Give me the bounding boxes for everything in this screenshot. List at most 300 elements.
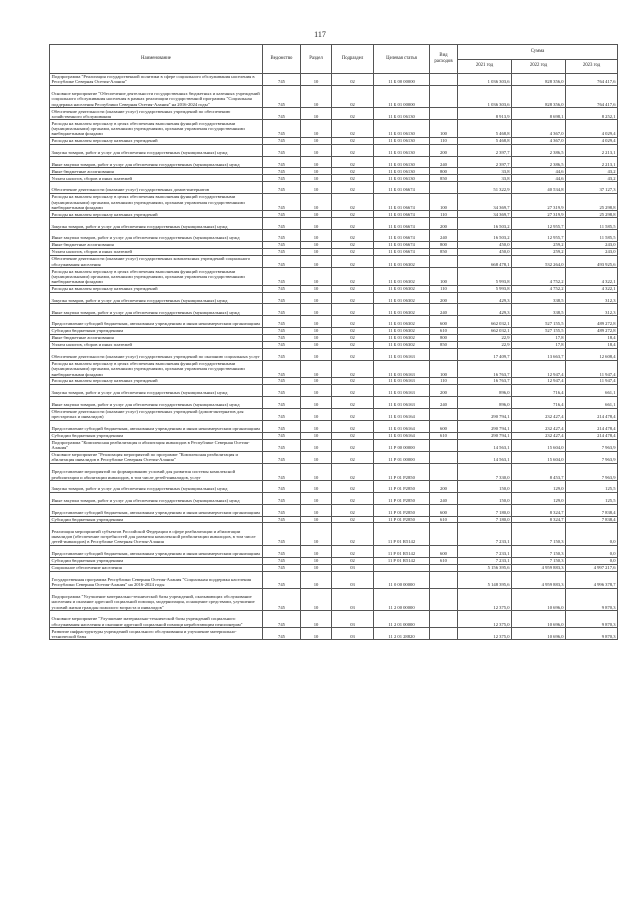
table-row	[50, 611, 618, 628]
cell-2021: 16 503,2	[458, 230, 512, 242]
cell-podrazdel: 02	[332, 557, 374, 564]
cell-vedomstvo: 745	[263, 611, 301, 628]
cell-podrazdel: 02	[332, 304, 374, 316]
cell-razdel: 10	[301, 137, 332, 144]
cell-2021: 12 375,0	[458, 611, 512, 628]
cell-podrazdel: 02	[332, 85, 374, 107]
cell-podrazdel: 02	[332, 492, 374, 504]
cell-vedomstvo: 745	[263, 588, 301, 610]
cell-2023: 764 417,6	[566, 85, 618, 107]
cell-2023: 11 947,4	[566, 378, 618, 385]
cell-vedomstvo: 745	[263, 492, 301, 504]
cell-name: Обеспечение деятельности (оказание услуг) государственных учреждений (домов-интернатов для престарелых и инвалидов)	[50, 408, 263, 420]
cell-razdel: 10	[301, 108, 332, 120]
cell-podrazdel: 02	[332, 194, 374, 211]
cell-2023: 2 213,1	[566, 144, 618, 156]
cell-name: Закупка товаров, работ и услуг для обеспечения государственных (муниципальных) нужд	[50, 218, 263, 230]
cell-name: Расходы на выплаты персоналу казенных учреждений	[50, 137, 263, 144]
cell-target: 11 Б 01 06302	[374, 285, 430, 292]
cell-2023: 214 478,4	[566, 432, 618, 439]
cell-vedomstvo: 745	[263, 396, 301, 408]
cell-razdel: 10	[301, 168, 332, 175]
cell-vedomstvo: 745	[263, 360, 301, 377]
cell-target: 11 Б 01 06302	[374, 256, 430, 268]
cell-name: Субсидии бюджетным учреждениям	[50, 327, 263, 334]
cell-name: Уплата налогов, сборов и иных платежей	[50, 175, 263, 182]
cell-name: Уплата налогов, сборов и иных платежей	[50, 249, 263, 256]
cell-vedomstvo: 745	[263, 85, 301, 107]
cell-2022: 17,8	[512, 334, 566, 341]
cell-vedomstvo: 745	[263, 242, 301, 249]
cell-name: Расходы на выплаты персоналу в целях обеспечения выполнения функций государственными (муниципальными) органами, казенными учреждениями, органами управления государственными внебюджетными фондами	[50, 194, 263, 211]
table-row	[50, 292, 618, 304]
cell-2023: 4 997 217,6	[566, 564, 618, 571]
table-row	[50, 385, 618, 397]
table-row	[50, 451, 618, 463]
cell-vid	[430, 564, 458, 571]
cell-razdel: 10	[301, 451, 332, 463]
cell-2021: 150,0	[458, 481, 512, 493]
cell-2023: 661,1	[566, 396, 618, 408]
cell-2022: 44,6	[512, 175, 566, 182]
cell-name: Иные бюджетные ассигнования	[50, 168, 263, 175]
table-row	[50, 557, 618, 564]
cell-vid: 600	[430, 545, 458, 557]
cell-podrazdel: 02	[332, 137, 374, 144]
cell-2021: 34 369,7	[458, 211, 512, 218]
cell-vedomstvo: 745	[263, 249, 301, 256]
cell-podrazdel: 02	[332, 249, 374, 256]
cell-podrazdel: 02	[332, 175, 374, 182]
cell-razdel: 10	[301, 348, 332, 360]
cell-2021: 2 397,7	[458, 144, 512, 156]
cell-razdel: 10	[301, 408, 332, 420]
cell-vid: 200	[430, 292, 458, 304]
cell-podrazdel: 02	[332, 334, 374, 341]
cell-2022: 7 150,3	[512, 523, 566, 545]
cell-razdel: 10	[301, 175, 332, 182]
cell-podrazdel: 02	[332, 420, 374, 432]
cell-target: 11 Б 01 06163	[374, 385, 430, 397]
cell-target: 11 Б 01 06130	[374, 144, 430, 156]
cell-2022: 13 663,7	[512, 348, 566, 360]
cell-podrazdel: 02	[332, 168, 374, 175]
cell-razdel: 10	[301, 334, 332, 341]
cell-2022: 828 356,0	[512, 73, 566, 85]
cell-vedomstvo: 745	[263, 481, 301, 493]
cell-target: 11 Б 01 06674	[374, 242, 430, 249]
cell-razdel: 10	[301, 504, 332, 516]
budget-table	[49, 44, 618, 640]
cell-2023: 661,1	[566, 385, 618, 397]
cell-vid: 110	[430, 211, 458, 218]
cell-target: 11 Р 01 00000	[374, 451, 430, 463]
cell-2021: 1 036 303,6	[458, 85, 512, 107]
cell-2021: 7 180,0	[458, 516, 512, 523]
cell-target: 11 Р 01 R5142	[374, 557, 430, 564]
cell-2022: 129,0	[512, 481, 566, 493]
cell-target: 11 Б 01 06130	[374, 175, 430, 182]
cell-name: Расходы на выплаты персоналу казенных учреждений	[50, 378, 263, 385]
page-number: 117	[314, 30, 326, 39]
cell-vedomstvo: 745	[263, 451, 301, 463]
cell-razdel: 10	[301, 481, 332, 493]
cell-2023: 9 870,3	[566, 588, 618, 610]
cell-razdel: 10	[301, 564, 332, 571]
cell-2021: 33,8	[458, 175, 512, 182]
cell-name: Предоставление субсидий бюджетным, автономным учреждениям и иным некоммерческим организациям	[50, 545, 263, 557]
cell-vid: 610	[430, 327, 458, 334]
cell-vedomstvo: 745	[263, 292, 301, 304]
table-row	[50, 628, 618, 640]
cell-2023: 18,4	[566, 341, 618, 348]
cell-2022: 17,8	[512, 341, 566, 348]
cell-target: 11 Б 01 06674	[374, 230, 430, 242]
cell-2022: 4 752,2	[512, 285, 566, 292]
cell-2022: 232 427,4	[512, 432, 566, 439]
table-row	[50, 194, 618, 211]
cell-vid	[430, 182, 458, 194]
cell-2021: 5 148 395,6	[458, 571, 512, 588]
cell-2022: 12 947,4	[512, 360, 566, 377]
cell-vedomstvo: 745	[263, 156, 301, 168]
cell-2023: 25 298,8	[566, 194, 618, 211]
table-row	[50, 327, 618, 334]
cell-2022: 27 319,9	[512, 211, 566, 218]
cell-2021: 5 993,8	[458, 285, 512, 292]
cell-vedomstvo: 745	[263, 348, 301, 360]
cell-vid: 240	[430, 396, 458, 408]
cell-name: Иные закупки товаров, работ и услуг для обеспечения государственных (муниципальных) нужд	[50, 396, 263, 408]
cell-vedomstvo: 745	[263, 545, 301, 557]
table-row	[50, 285, 618, 292]
cell-2023: 493 925,6	[566, 256, 618, 268]
cell-razdel: 10	[301, 545, 332, 557]
cell-2021: 22,9	[458, 341, 512, 348]
table-row	[50, 156, 618, 168]
table-row	[50, 268, 618, 285]
cell-target: 11 Р 01 Р2850	[374, 516, 430, 523]
cell-podrazdel: 02	[332, 360, 374, 377]
cell-2021: 8 913,9	[458, 108, 512, 120]
cell-razdel: 10	[301, 144, 332, 156]
cell-razdel: 10	[301, 292, 332, 304]
cell-razdel: 10	[301, 218, 332, 230]
cell-2022: 532 264,0	[512, 256, 566, 268]
cell-target: 11 Б 01 06302	[374, 341, 430, 348]
cell-2023: 764 417,6	[566, 73, 618, 85]
cell-2023: 125,5	[566, 481, 618, 493]
cell-vid: 100	[430, 120, 458, 137]
cell-vedomstvo: 745	[263, 464, 301, 481]
cell-name: Расходы на выплаты персоналу в целях обеспечения выполнения функций государственными (муниципальными) органами, казенными учреждениями, органами управления государственными внебюджетными фондами	[50, 268, 263, 285]
cell-vedomstvo: 745	[263, 230, 301, 242]
cell-target: 11 Р 01 Р2850	[374, 481, 430, 493]
cell-2022: 232 427,4	[512, 420, 566, 432]
cell-vid: 240	[430, 492, 458, 504]
table-row	[50, 175, 618, 182]
cell-2021: 7 330,0	[458, 464, 512, 481]
cell-vedomstvo: 745	[263, 168, 301, 175]
table-row	[50, 432, 618, 439]
cell-2022: 15 604,0	[512, 439, 566, 451]
cell-name: Основное мероприятие "Обеспечение деятельности государственных бюджетных и казенных учреждений социального обслуживания населения в рамках реализации государственной программы "Социальная поддержка населения Республики Северная Осетия-Алания" на 2016-2024 годы"	[50, 85, 263, 107]
cell-razdel: 10	[301, 268, 332, 285]
cell-razdel: 10	[301, 378, 332, 385]
cell-2022: 527 155,5	[512, 316, 566, 328]
table-row	[50, 588, 618, 610]
cell-name: Предоставление субсидий бюджетным, автономным учреждениям и иным некоммерческим организациям	[50, 504, 263, 516]
cell-target: 11 Б 01 06302	[374, 327, 430, 334]
cell-podrazdel: 02	[332, 439, 374, 451]
cell-razdel: 10	[301, 242, 332, 249]
cell-name: Предоставление мероприятий по формированию условий для развития системы комплексной реабилитации и абилитации инвалидов, в том числе детей-инвалидов, услуг	[50, 464, 263, 481]
cell-podrazdel: 02	[332, 292, 374, 304]
cell-2021: 5 468,8	[458, 137, 512, 144]
cell-razdel: 10	[301, 432, 332, 439]
table-row	[50, 481, 618, 493]
cell-2022: 4 752,2	[512, 268, 566, 285]
cell-vedomstvo: 745	[263, 378, 301, 385]
cell-target: 11 0 00 00000	[374, 571, 430, 588]
cell-razdel: 10	[301, 230, 332, 242]
cell-podrazdel: 02	[332, 120, 374, 137]
table-row	[50, 334, 618, 341]
cell-razdel: 10	[301, 628, 332, 640]
cell-2021: 51 322,9	[458, 182, 512, 194]
cell-2023: 489 272,8	[566, 316, 618, 328]
cell-razdel: 10	[301, 464, 332, 481]
table-row	[50, 168, 618, 175]
cell-2022: 527 155,5	[512, 327, 566, 334]
cell-2021: 450,0	[458, 242, 512, 249]
cell-2022: 4 959 883,3	[512, 571, 566, 588]
cell-podrazdel: 02	[332, 144, 374, 156]
cell-2023: 4 322,1	[566, 285, 618, 292]
table-row	[50, 316, 618, 328]
cell-target: 11 Р 01 Р2850	[374, 492, 430, 504]
table-row	[50, 242, 618, 249]
cell-vid: 240	[430, 156, 458, 168]
header-2021: 2021 год	[458, 59, 512, 73]
cell-podrazdel: 02	[332, 256, 374, 268]
cell-2023: 7 963,9	[566, 451, 618, 463]
header-2023: 2023 год	[566, 59, 618, 73]
cell-2022: 4 959 883,3	[512, 564, 566, 571]
table-row	[50, 492, 618, 504]
cell-target: 11 2 01 00000	[374, 611, 430, 628]
cell-2021: 290 794,1	[458, 420, 512, 432]
table-row	[50, 378, 618, 385]
cell-2023: 4 029,4	[566, 120, 618, 137]
cell-vid	[430, 108, 458, 120]
cell-vedomstvo: 745	[263, 341, 301, 348]
cell-2022: 2 386,5	[512, 144, 566, 156]
cell-vid: 850	[430, 175, 458, 182]
cell-vid: 600	[430, 504, 458, 516]
header-razdel: Раздел	[301, 45, 332, 74]
cell-vid: 110	[430, 137, 458, 144]
cell-vid: 100	[430, 268, 458, 285]
cell-2023: 43,2	[566, 175, 618, 182]
cell-2021: 290 794,1	[458, 408, 512, 420]
cell-2023: 0,0	[566, 557, 618, 564]
cell-2022: 7 150,3	[512, 545, 566, 557]
cell-target: 11 Б 01 06164	[374, 420, 430, 432]
cell-2021: 12 375,0	[458, 588, 512, 610]
cell-name: Социальное обеспечение населения	[50, 564, 263, 571]
cell-vid: 100	[430, 194, 458, 211]
cell-vid: 610	[430, 432, 458, 439]
cell-razdel: 10	[301, 439, 332, 451]
cell-podrazdel: 02	[332, 156, 374, 168]
cell-podrazdel: 02	[332, 211, 374, 218]
cell-2023: 243,0	[566, 249, 618, 256]
cell-2021: 17 409,7	[458, 348, 512, 360]
cell-razdel: 10	[301, 194, 332, 211]
cell-2023: 0,0	[566, 545, 618, 557]
cell-vid: 200	[430, 385, 458, 397]
cell-target: 11 Б 01 06130	[374, 156, 430, 168]
cell-2022: 8 324,7	[512, 516, 566, 523]
cell-name: Обеспечение деятельности (оказание услуг) государственных домов-интернатов	[50, 182, 263, 194]
cell-podrazdel: 02	[332, 268, 374, 285]
cell-podrazdel: 03	[332, 628, 374, 640]
cell-podrazdel: 03	[332, 571, 374, 588]
cell-vedomstvo: 745	[263, 516, 301, 523]
cell-vedomstvo: 745	[263, 73, 301, 85]
cell-target: 11 Б 01 06163	[374, 396, 430, 408]
cell-name: Подпрограмма "Реализация государственной политики в сфере социального обслуживания населения в Республике Северная Осетия-Алания"	[50, 73, 263, 85]
cell-vedomstvo: 745	[263, 385, 301, 397]
cell-2022: 10 696,0	[512, 611, 566, 628]
cell-vedomstvo: 745	[263, 628, 301, 640]
cell-razdel: 10	[301, 420, 332, 432]
cell-vid: 600	[430, 316, 458, 328]
cell-2021: 7 180,0	[458, 504, 512, 516]
cell-2022: 8 324,7	[512, 504, 566, 516]
cell-2022: 716,4	[512, 385, 566, 397]
cell-vid: 240	[430, 230, 458, 242]
table-row	[50, 408, 618, 420]
cell-target: 11 Б 01 06302	[374, 316, 430, 328]
cell-name: Расходы на выплаты персоналу казенных учреждений	[50, 211, 263, 218]
cell-target: 11 Б 01 06302	[374, 334, 430, 341]
table-row	[50, 516, 618, 523]
cell-razdel: 10	[301, 249, 332, 256]
cell-vid: 200	[430, 144, 458, 156]
cell-2021: 450,0	[458, 249, 512, 256]
cell-name: Закупка товаров, работ и услуг для обеспечения государственных (муниципальных) нужд	[50, 144, 263, 156]
cell-vid: 200	[430, 218, 458, 230]
cell-vedomstvo: 745	[263, 523, 301, 545]
cell-target: 11 2 00 00000	[374, 588, 430, 610]
cell-2023: 312,3	[566, 304, 618, 316]
cell-2022: 40 534,8	[512, 182, 566, 194]
table-row	[50, 341, 618, 348]
table-row	[50, 120, 618, 137]
cell-razdel: 10	[301, 360, 332, 377]
cell-razdel: 10	[301, 316, 332, 328]
cell-target: 11 Б 01 06302	[374, 304, 430, 316]
cell-podrazdel: 03	[332, 611, 374, 628]
cell-target: 11 Б 01 06164	[374, 432, 430, 439]
cell-podrazdel: 02	[332, 545, 374, 557]
cell-name: Закупка товаров, работ и услуг для обеспечения государственных (муниципальных) нужд	[50, 481, 263, 493]
cell-vedomstvo: 745	[263, 120, 301, 137]
cell-vid	[430, 73, 458, 85]
cell-vedomstvo: 745	[263, 557, 301, 564]
cell-vedomstvo: 745	[263, 175, 301, 182]
cell-podrazdel: 02	[332, 516, 374, 523]
cell-target: 11 Б 01 06674	[374, 218, 430, 230]
cell-podrazdel: 02	[332, 182, 374, 194]
cell-2023: 7 838,4	[566, 504, 618, 516]
cell-target: 11 Р 01 Р2850	[374, 504, 430, 516]
cell-target: 11 Б 00 00000	[374, 73, 430, 85]
cell-podrazdel: 02	[332, 385, 374, 397]
cell-vid	[430, 464, 458, 481]
cell-podrazdel: 02	[332, 451, 374, 463]
table-row	[50, 218, 618, 230]
cell-target: 11 Б 01 06302	[374, 268, 430, 285]
cell-2021: 16 763,7	[458, 378, 512, 385]
cell-2021: 1 036 303,6	[458, 73, 512, 85]
cell-vedomstvo: 745	[263, 218, 301, 230]
cell-2021: 5 993,8	[458, 268, 512, 285]
cell-vedomstvo: 745	[263, 564, 301, 571]
cell-razdel: 10	[301, 516, 332, 523]
cell-razdel: 10	[301, 327, 332, 334]
cell-podrazdel: 02	[332, 408, 374, 420]
header-target: Целевая статья	[374, 45, 430, 74]
cell-name: Предоставление субсидий бюджетным, автономным учреждениям и иным некоммерческим организациям	[50, 420, 263, 432]
header-vid: Вид расходов	[430, 45, 458, 74]
cell-target: 11 Б 01 06130	[374, 108, 430, 120]
cell-vid: 800	[430, 242, 458, 249]
cell-podrazdel: 02	[332, 348, 374, 360]
cell-vid: 100	[430, 360, 458, 377]
cell-name: Обеспечение деятельности (оказание услуг) государственных комплексных учреждений социального обслуживания населения	[50, 256, 263, 268]
cell-2023: 11 585,5	[566, 218, 618, 230]
cell-2022: 10 696,0	[512, 588, 566, 610]
cell-2021: 16 503,2	[458, 218, 512, 230]
cell-podrazdel: 02	[332, 378, 374, 385]
cell-name: Подпрограмма "Улучшение материально-технической базы учреждений, оказывающих обслуживание населения и оказание адресной социальной помощи, модернизация, оснащение средствами, улучшение условий жизни граждан пожилого возраста и инвалидов"	[50, 588, 263, 610]
cell-target: 11 Б 01 06674	[374, 211, 430, 218]
cell-2023: 214 478,4	[566, 420, 618, 432]
cell-name: Подпрограмма "Комплексная реабилитация и абилитация инвалидов в Республике Северная Осетия-Алания"	[50, 439, 263, 451]
cell-2021: 429,3	[458, 292, 512, 304]
cell-2023: 7 963,9	[566, 464, 618, 481]
cell-podrazdel: 02	[332, 316, 374, 328]
cell-2022: 4 367,0	[512, 120, 566, 137]
cell-2021: 16 763,7	[458, 360, 512, 377]
cell-podrazdel: 03	[332, 588, 374, 610]
cell-podrazdel: 02	[332, 341, 374, 348]
table-header	[50, 45, 618, 74]
cell-2023: 4 996 378,7	[566, 571, 618, 588]
cell-2021: 150,0	[458, 492, 512, 504]
cell-vedomstvo: 745	[263, 285, 301, 292]
table-row	[50, 304, 618, 316]
cell-name: Субсидии бюджетным учреждениям	[50, 557, 263, 564]
cell-target: 11 Р 01 Р2850	[374, 464, 430, 481]
cell-target: 11 Б 01 06674	[374, 249, 430, 256]
cell-podrazdel: 02	[332, 523, 374, 545]
cell-razdel: 10	[301, 85, 332, 107]
cell-2021: 5 468,8	[458, 120, 512, 137]
